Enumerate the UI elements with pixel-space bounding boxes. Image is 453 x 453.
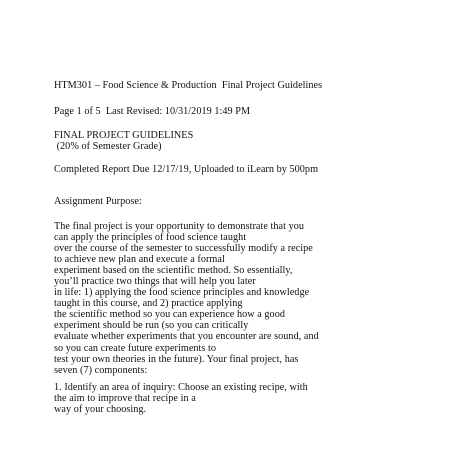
paragraph-line: to achieve new plan and execute a formal [54, 254, 225, 266]
paragraph-line: experiment should be run (so you can critically [54, 320, 249, 332]
course-title: HTM301 – Food Science & Production Final Project Guidelines [54, 80, 323, 91]
guidelines-heading: FINAL PROJECT GUIDELINES [54, 130, 194, 141]
item-1-paragraph [54, 382, 449, 415]
purpose-heading: Assignment Purpose: [54, 196, 142, 207]
paragraph-line: 1. Identify an area of inquiry: Choose an existing recipe, with [54, 382, 308, 393]
paragraph-line: experiment based on the scientific method. So essentially, [54, 265, 293, 277]
paragraph-line: evaluate whether experiments that you encounter are sound, and [54, 331, 319, 343]
paragraph-line: the aim to improve that recipe in a [54, 393, 196, 405]
purpose-paragraph [54, 221, 449, 376]
paragraph-line: test your own theories in the future). Your final project, has [54, 353, 299, 365]
grade-weight: (20% of Semester Grade) [54, 141, 162, 152]
paragraph-line: can apply the principles of food science taught [54, 232, 247, 244]
paragraph-line: The final project is your opportunity to demonstrate that you [54, 221, 305, 232]
paragraph-line: seven (7) components: [54, 364, 148, 376]
paragraph-line: in life: 1) applying the food science principles and knowledge [54, 287, 310, 299]
paragraph-line: you’ll practice two things that will help you later [54, 276, 256, 288]
paragraph-line: over the course of the semester to successfully modify a recipe [54, 243, 313, 255]
page-info: Page 1 of 5 Last Revised: 10/31/2019 1:49 PM [54, 106, 251, 117]
paragraph-line: the scientific method so you can experience how a good [54, 309, 285, 321]
paragraph-line: so you can create future experiments to [54, 342, 217, 354]
paragraph-line: way of your choosing. [54, 404, 147, 416]
due-line: Completed Report Due 12/17/19, Uploaded to iLearn by 500pm [54, 164, 319, 175]
paragraph-line: taught in this course, and 2) practice applying [54, 298, 243, 310]
